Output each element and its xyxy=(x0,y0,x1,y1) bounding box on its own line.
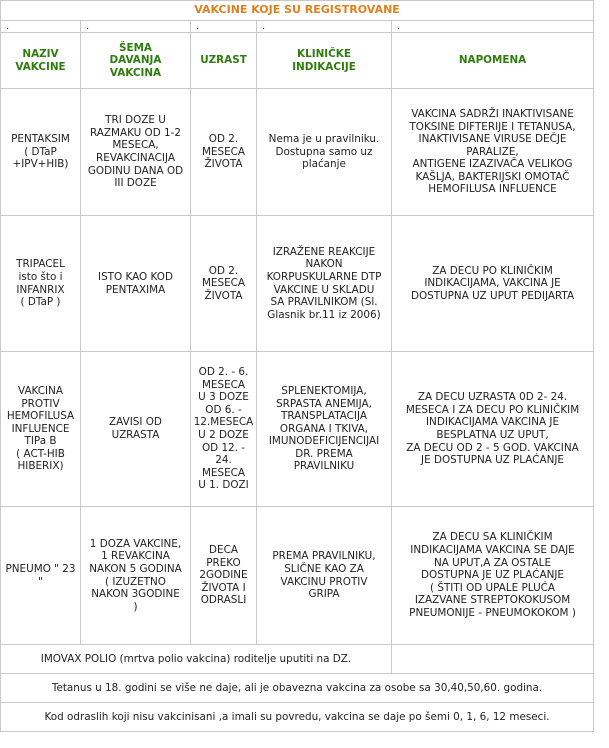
note-empty-cell xyxy=(392,645,594,674)
dot-cell: . xyxy=(81,21,191,33)
note-tetanus: Tetanus u 18. godini se više ne daje, ali je obavezna vakcina za osobe sa 30,40,50,60. godina. xyxy=(1,674,594,703)
cell-naziv: PENTAKSIM ( DTaP +IPV+HIB) xyxy=(1,89,81,216)
table-row xyxy=(1,352,594,507)
dot-row xyxy=(1,21,594,33)
cell-indikacije: PREMA PRAVILNIKU, SLIČNE KAO ZA VAKCINU PROTIV GRIPA xyxy=(257,507,392,645)
header-napomena: NAPOMENA xyxy=(392,33,594,89)
table-title: VAKCINE KOJE SU REGISTROVANE xyxy=(1,1,594,21)
note-row xyxy=(1,674,594,703)
cell-sema: ISTO KAO KOD PENTAXIMA xyxy=(81,216,191,352)
cell-uzrast: OD 2. - 6. MESECA U 3 DOZE OD 6. - 12.MESECA U 2 DOZE OD 12. - 24. MESECA U 1. DOZI xyxy=(191,352,257,507)
table-row xyxy=(1,216,594,352)
dot-cell: . xyxy=(392,21,594,33)
cell-uzrast: OD 2. MESECA ŽIVOTA xyxy=(191,89,257,216)
note-imovax: IMOVAX POLIO (mrtva polio vakcina) roditelje uputiti na DZ. xyxy=(1,645,392,674)
header-row xyxy=(1,33,594,89)
cell-naziv: VAKCINA PROTIV HEMOFILUSA INFLUENCE TIPa B ( ACT-HIB HIBERIX) xyxy=(1,352,81,507)
title-row xyxy=(1,1,594,21)
dot-cell: . xyxy=(257,21,392,33)
header-indikacije: KLINIČKE INDIKACIJE xyxy=(257,33,392,89)
dot-cell: . xyxy=(1,21,81,33)
note-row xyxy=(1,703,594,732)
cell-indikacije: Nema je u pravilniku. Dostupna samo uz plaćanje xyxy=(257,89,392,216)
cell-sema: TRI DOZE U RAZMAKU OD 1-2 MESECA, REVAKCINACIJA GODINU DANA OD III DOZE xyxy=(81,89,191,216)
header-naziv: NAZIV VAKCINE xyxy=(1,33,81,89)
cell-uzrast: OD 2. MESECA ŽIVOTA xyxy=(191,216,257,352)
cell-indikacije: IZRAŽENE REAKCIJE NAKON KORPUSKULARNE DTP VAKCINE U SKLADU SA PRAVILNIKOM (Sl. Glasnik br.11 iz 2006) xyxy=(257,216,392,352)
cell-naziv: TRIPACEL isto što i INFANRIX ( DTaP ) xyxy=(1,216,81,352)
cell-naziv: PNEUMO " 23 " xyxy=(1,507,81,645)
dot-cell: . xyxy=(191,21,257,33)
cell-napomena: VAKCINA SADRŽI INAKTIVISANE TOKSINE DIFTERIJE I TETANUSA, INAKTIVISANE VIRUSE DEČJE PARALIZE, ANTIGENE IZAZIVAČA VELIKOG KAŠLJA, BAKTERIJSKI OMOTAČ HEMOFILUSA INFLUENCE xyxy=(392,89,594,216)
table-row xyxy=(1,89,594,216)
cell-uzrast: DECA PREKO 2GODINE ŽIVOTA I ODRASLI xyxy=(191,507,257,645)
note-adults: Kod odraslih koji nisu vakcinisani ,a imali su povredu, vakcina se daje po šemi 0, 1, 6, 12 meseci. xyxy=(1,703,594,732)
cell-sema: 1 DOZA VAKCINE, 1 REVAKCINA NAKON 5 GODINA ( IZUZETNO NAKON 3GODINE ) xyxy=(81,507,191,645)
note-row xyxy=(1,645,594,674)
cell-indikacije: SPLENEKTOMIJA, SRPASTA ANEMIJA, TRANSPLATACIJA ORGANA I TKIVA, IMUNODEFICIJENCIJAI DR. PREMA PRAVILNIKU xyxy=(257,352,392,507)
header-sema: ŠEMA DAVANJA VAKCINA xyxy=(81,33,191,89)
cell-napomena: ZA DECU SA KLINIČKIM INDIKACIJAMA VAKCINA SE DAJE NA UPUT,A ZA OSTALE DOSTUPNA JE UZ PLAĆANJE ( ŠTITI OD UPALE PLUĆA IZAZVANE STREPTOKOKUSOM PNEUMONIJE - PNEUMOKOKOM ) xyxy=(392,507,594,645)
cell-sema: ZAVISI OD UZRASTA xyxy=(81,352,191,507)
header-uzrast: UZRAST xyxy=(191,33,257,89)
cell-napomena: ZA DECU PO KLINIČKIM INDIKACIJAMA, VAKCINA JE DOSTUPNA UZ UPUT PEDIJARTA xyxy=(392,216,594,352)
cell-napomena: ZA DECU UZRASTA 0D 2- 24. MESECA I ZA DECU PO KLINIČKIM INDIKACIJAMA VAKCINA JE BESPLATNA UZ UPUT, ZA DECU OD 2 - 5 GOD. VAKCINA JE DOSTUPNA UZ PLAĆANJE xyxy=(392,352,594,507)
table-row xyxy=(1,507,594,645)
